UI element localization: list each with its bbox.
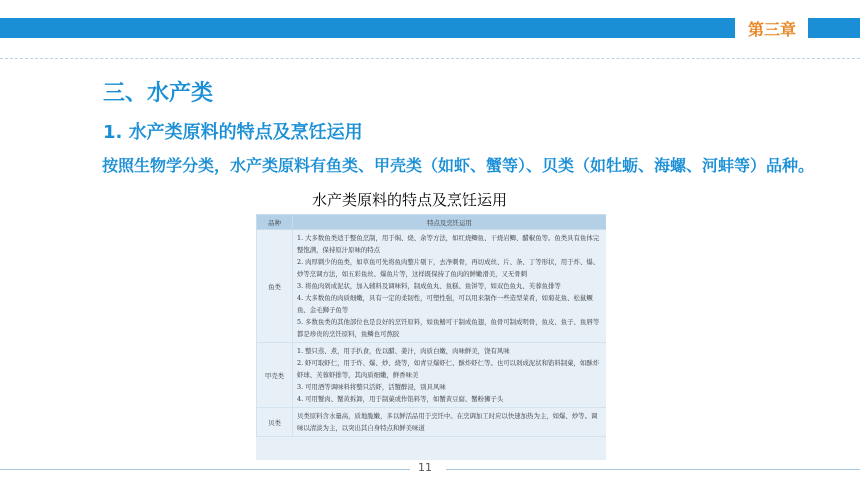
header-bar-left [0, 18, 735, 38]
table-row [257, 343, 607, 408]
table-line: 5. 多数鱼类的其他部位也是良好的烹饪原料，如鱼鳍可干制成鱼翅，鱼骨可制成明骨，鱼皮、鱼子、鱼唇等都是珍贵的烹饪原料，鱼鳞也可熬胶 [297, 318, 600, 338]
chapter-label: 第三章 [747, 19, 796, 39]
table-line: 4. 可用蟹肉、蟹黄拆卸，用于制菓或作馅料等，如蟹黄豆腐、蟹粉狮子头 [297, 395, 504, 403]
header-divider [0, 58, 860, 59]
page-number: 11 [418, 461, 432, 474]
footer-line-right [446, 469, 860, 470]
table-line: 2. 虾可取虾仁，用于炸、爆、炒、烧等，如青豆爆虾仁、酥炸虾仁等。也可以剁成泥状和馅料制菓，如酥炸虾球、芙蓉虾排等，其肉质细嫩，鲜香味美 [297, 359, 600, 379]
body-paragraph: 按照生物学分类，水产类原料有鱼类、甲壳类（如虾、蟹等）、贝类（如牡蛎、海螺、河蚌等）品种。 [102, 156, 815, 175]
table-line: 2. 肉厚刺少的鱼类，如草鱼可先将鱼肉整片剔下，去净刺骨，再切成丝、片、条、丁等形状，用于炸、爆、炒等烹调方法，如五彩鱼丝、爆鱼片等，这样既保持了鱼肉的鲜嫩滑美，又无骨刺 [297, 258, 600, 278]
table-row-description [293, 408, 607, 437]
table-caption: 水产类原料的特点及烹饪运用 [312, 191, 508, 209]
subsection-title: 1. 水产类原料的特点及烹饪运用 [103, 122, 363, 143]
reference-table [256, 214, 606, 437]
table-header-row [257, 215, 607, 230]
table-line: 4. 大多数鱼的肉质细嫩，具有一定的柔韧性，可塑性强，可以用来制作一些造型菜肴，如菊花鱼、松鼠鳜鱼、金毛狮子鱼等 [297, 294, 593, 314]
table-line: 3. 将鱼肉剁成泥状，加入辅料及调味料，制成鱼丸、鱼糕、鱼饼等，如双色鱼丸、芙蓉鱼排等 [297, 282, 561, 290]
table-row-category: 甲壳类 [257, 343, 293, 408]
reference-table-image [256, 214, 606, 460]
table-line: 3. 可用酒等调味料将整只活虾，活蟹醉浸，别具风味 [297, 383, 446, 391]
table-row-category: 鱼类 [257, 230, 293, 343]
table-row [257, 408, 607, 437]
section-title: 三、水产类 [103, 81, 214, 106]
header-bar-right [808, 18, 860, 38]
table-row-description [293, 230, 607, 343]
table-line: 贝类原料含水量高，质地脆嫩，多以鲜活品用于烹饪中。在烹调加工时应以快速加热为主，如爆、炒等。调味以清淡为主，以突出其自身特点和鲜美味道 [297, 412, 598, 432]
table-line: 1. 大多数鱼类适于整鱼烹制，用于焖、烧、余等方法，如红烧鲫鱼、干烧岩鲫、醋椒鱼等。鱼类具有鱼体完整饱满，保持原汁原味的特点 [297, 234, 600, 254]
table-header-description: 特点及烹饪运用 [293, 215, 607, 230]
footer-line-left [0, 469, 410, 470]
table-header-category: 品种 [257, 215, 293, 230]
table-row-description [293, 343, 607, 408]
table-row [257, 230, 607, 343]
table-line: 1. 整只蒸、煮，用手扒食，佐以醋、姜汁，肉质白嫩，肉味鲜美，饶有风味 [297, 347, 510, 355]
table-row-category: 贝类 [257, 408, 293, 437]
